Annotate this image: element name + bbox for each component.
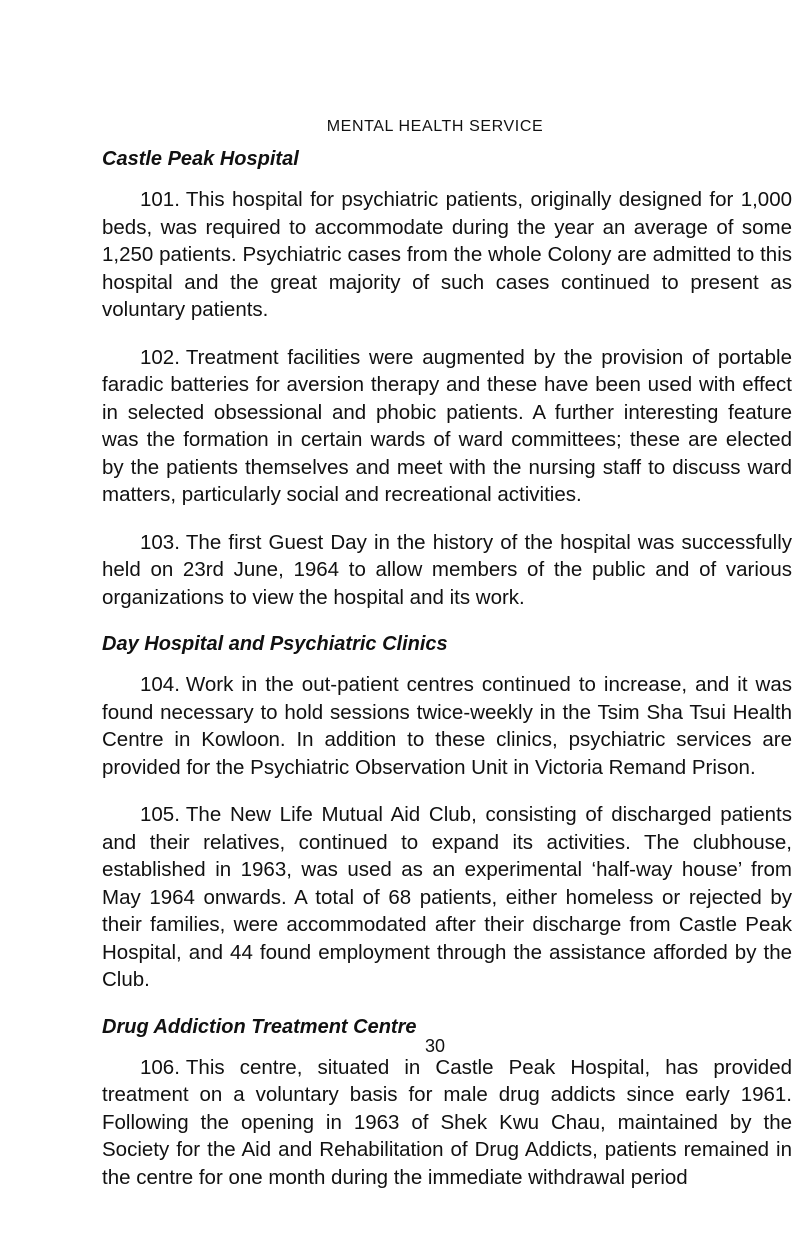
running-header: MENTAL HEALTH SERVICE (326, 118, 544, 135)
paragraph-text: The New Life Mutual Aid Club, consisting of discharged patients and their relatives, continued to expand its activities. The clubhouse, established in 1963, was used as an experimental ‘half-way house’ from May 1964 onwards. A total of 68 patients, either homeless or rejected by their families, were accommodated after their discharge from Castle Peak Hospital, and 44 found employment through the assistance afforded by the Club. (102, 803, 792, 991)
paragraph-106 (102, 1054, 792, 1192)
paragraph-text: This centre, situated in Castle Peak Hospital, has provided treatment on a voluntary basis for male drug addicts since early 1961. Following the opening in 1963 of Shek Kwu Chau, maintained by the Society for the Aid and Rehabilitation of Drug Addicts, patients remained in the centre for one month during the immediate withdrawal period (102, 1055, 792, 1189)
section-castle-peak-hospital (102, 146, 792, 611)
section-heading: Castle Peak Hospital (102, 148, 299, 170)
paragraph-104 (102, 671, 792, 781)
paragraph-text: The first Guest Day in the history of the hospital was successfully held on 23rd June, 1964 to allow members of the public and of various organizations to view the hospital and its work. (102, 530, 792, 609)
paragraph-101 (102, 186, 792, 324)
paragraph-text: Treatment facilities were augmented by the provision of portable faradic batteries for aversion therapy and these have been used with effect in selected obsessional and phobic patients. A further interesting feature was the formation in certain wards of ward committees; these are elected by the patients themselves and meet with the nursing staff to discuss ward matters, particularly social and recreational activities. (102, 345, 792, 506)
paragraph-number: 101. (140, 188, 180, 211)
page-number: 30 (424, 1036, 446, 1056)
paragraph-102 (102, 344, 792, 509)
paragraph-number: 104. (140, 673, 180, 696)
section-heading: Drug Addiction Treatment Centre (102, 1015, 417, 1038)
paragraph-103 (102, 529, 792, 612)
paragraph-number: 106. (140, 1055, 180, 1079)
paragraph-105 (102, 801, 792, 994)
section-heading: Day Hospital and Psychiatric Clinics (102, 633, 448, 655)
paragraph-number: 103. (140, 530, 180, 554)
paragraph-number: 102. (140, 345, 180, 369)
paragraph-number: 105. (140, 803, 180, 826)
section-day-hospital (102, 631, 792, 994)
paragraph-text: This hospital for psychiatric patients, originally designed for 1,000 beds, was required to accommodate during the year an average of some 1,250 patients. Psychiatric cases from the whole Colony are admitted to this hospital and the great majority of such cases continued to present as voluntary patients. (102, 188, 792, 321)
paragraph-text: Work in the out-patient centres continued to increase, and it was found necessary to hold sessions twice-weekly in the Tsim Sha Tsui Health Centre in Kowloon. In addition to these clinics, psychiatric services are provided for the Psychiatric Observation Unit in Victoria Remand Prison. (102, 673, 792, 779)
